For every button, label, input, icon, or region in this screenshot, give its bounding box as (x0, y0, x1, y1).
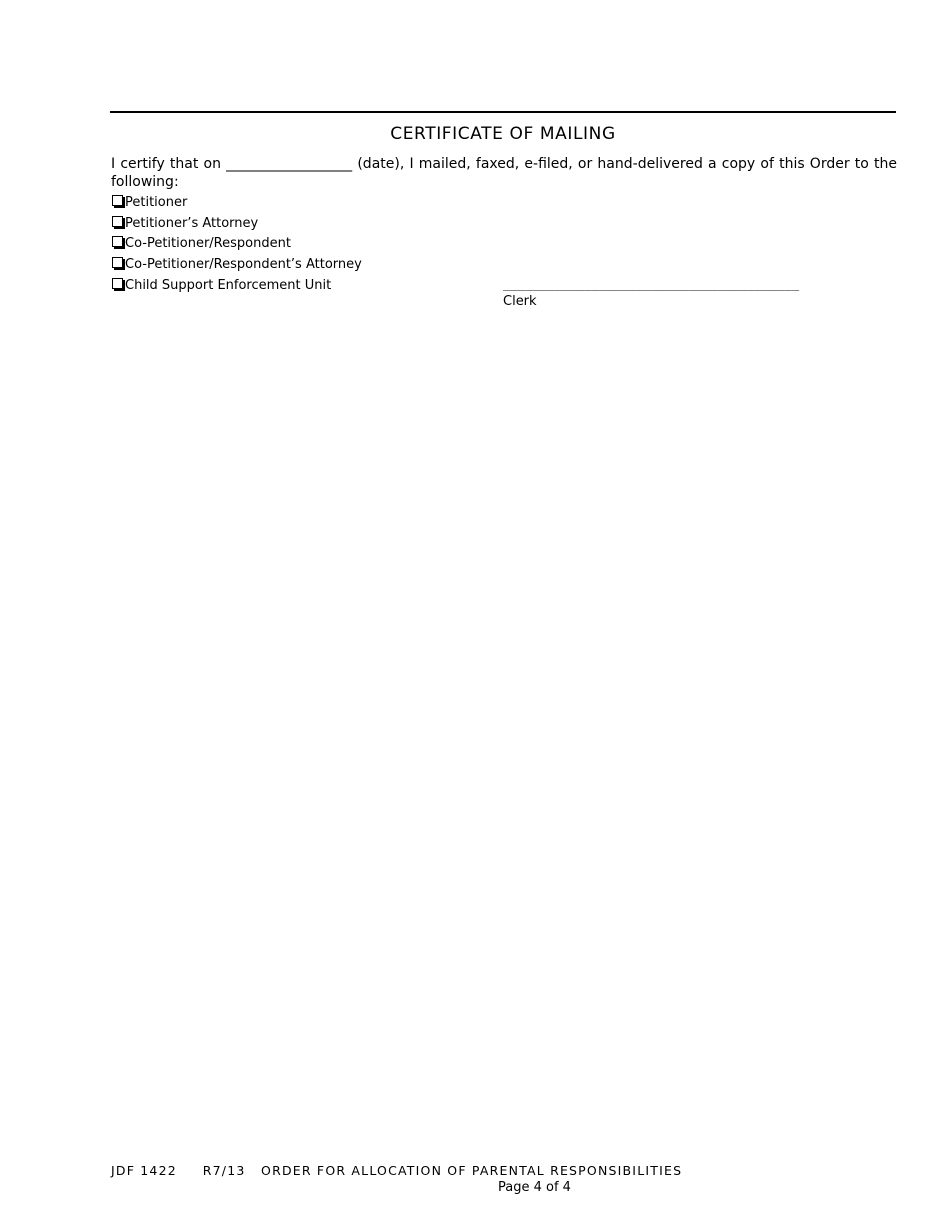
recipient-label: Petitioner’s Attorney (125, 215, 259, 231)
top-divider (110, 111, 896, 113)
checkbox-icon[interactable] (112, 236, 123, 247)
checkbox-icon[interactable] (112, 216, 123, 227)
certify-statement: I certify that on __________________ (date), I mailed, faxed, e-filed, or hand-delivered a copy of this Order to the following: (111, 156, 897, 190)
checkbox-icon[interactable] (112, 195, 123, 206)
recipient-label: Co-Petitioner/Respondent’s Attorney (125, 256, 362, 272)
recipient-child-support-unit (112, 275, 362, 296)
footer-page-number: Page 4 of 4 (498, 1180, 571, 1195)
recipient-label: Co-Petitioner/Respondent (125, 236, 291, 252)
checkbox-icon[interactable] (112, 257, 123, 268)
clerk-signature-line[interactable]: ________________________________________ (503, 277, 800, 291)
checkbox-icon[interactable] (112, 278, 123, 289)
footer-form-info: JDF 1422 R7/13 ORDER FOR ALLOCATION OF PARENTAL RESPONSIBILITIES (111, 1163, 683, 1178)
recipient-label: Petitioner (125, 194, 188, 210)
recipient-petitioner (112, 192, 362, 213)
recipient-petitioner-attorney (112, 213, 362, 234)
recipient-co-petitioner (112, 233, 362, 254)
recipient-label: Child Support Enforcement Unit (125, 277, 332, 293)
clerk-label: Clerk (503, 294, 537, 309)
certificate-title: CERTIFICATE OF MAILING (390, 124, 616, 144)
recipient-co-petitioner-attorney (112, 254, 362, 275)
recipient-list (112, 192, 362, 295)
